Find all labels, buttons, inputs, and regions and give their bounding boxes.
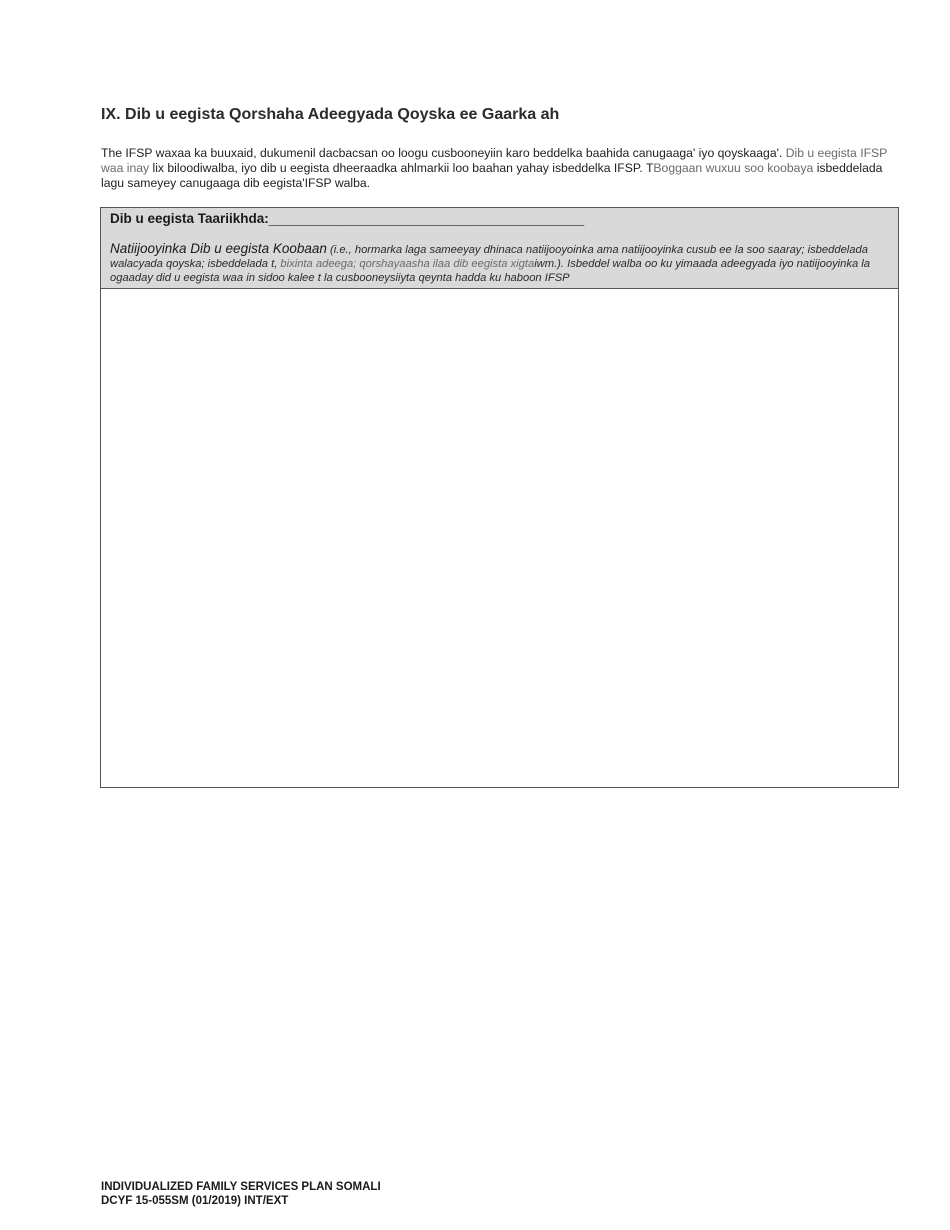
intro-text-3: lix biloodiwalba, iyo dib u eegista dheeraadka ahlmarkii loo baahan yahay isbeddelka IFSP. T [152, 161, 654, 175]
review-results-instructions [110, 242, 889, 285]
review-date-colon: : [264, 211, 269, 226]
intro-paragraph [101, 146, 903, 191]
intro-text-4: Boggaan wuxuu soo koobaya [653, 161, 817, 175]
document-footer [101, 1180, 381, 1208]
review-date-row [110, 210, 889, 227]
review-results-desc-3: iwm.). Isbeddel walba oo ku yimaada adeegyada iyo natiijooyinka la ogaaday did u eegista waa in sidoo kalee t la cusbooneysiiyta qeynta hadda ku haboon IFSP [110, 258, 871, 284]
review-form-box [100, 207, 899, 788]
review-results-desc-2: bixinta adeega; qorshayaasha ilaa dib eegista xigta [280, 258, 535, 270]
intro-text-5: isbeddelada lagu sameyey canugaaga dib eegista'IFSP walba. [101, 161, 883, 190]
review-results-entry-area[interactable] [101, 289, 898, 787]
intro-text-2: Dib u eegista IFSP waa inay [101, 146, 888, 175]
review-date-label: Dib u eegista Taariikhda [110, 211, 265, 226]
footer-form-number: DCYF 15-055SM (01/2019) INT/EXT [101, 1195, 289, 1207]
review-form-header [101, 208, 898, 289]
review-date-field[interactable]: __________________________________________ [268, 211, 585, 226]
review-results-desc-1: (i.e., hormarka laga sameeyay dhinaca natiijooyoinka ama natiijooyinka cusub ee la soo saaray; isbeddelada walacyada qoyska; isbeddelada t, [110, 244, 868, 270]
review-results-title: Natiijooyinka Dib u eegista Koobaan [110, 241, 327, 256]
footer-form-title: INDIVIDUALIZED FAMILY SERVICES PLAN SOMALI [101, 1181, 381, 1193]
intro-text-1: The IFSP waxaa ka buuxaid, dukumenil dacbacsan oo loogu cusbooneyiin karo beddelka baahida canugaaga' iyo qoyskaaga'. [101, 146, 786, 160]
section-heading: IX. Dib u eegista Qorshaha Adeegyada Qoyska ee Gaarka ah [101, 106, 560, 123]
